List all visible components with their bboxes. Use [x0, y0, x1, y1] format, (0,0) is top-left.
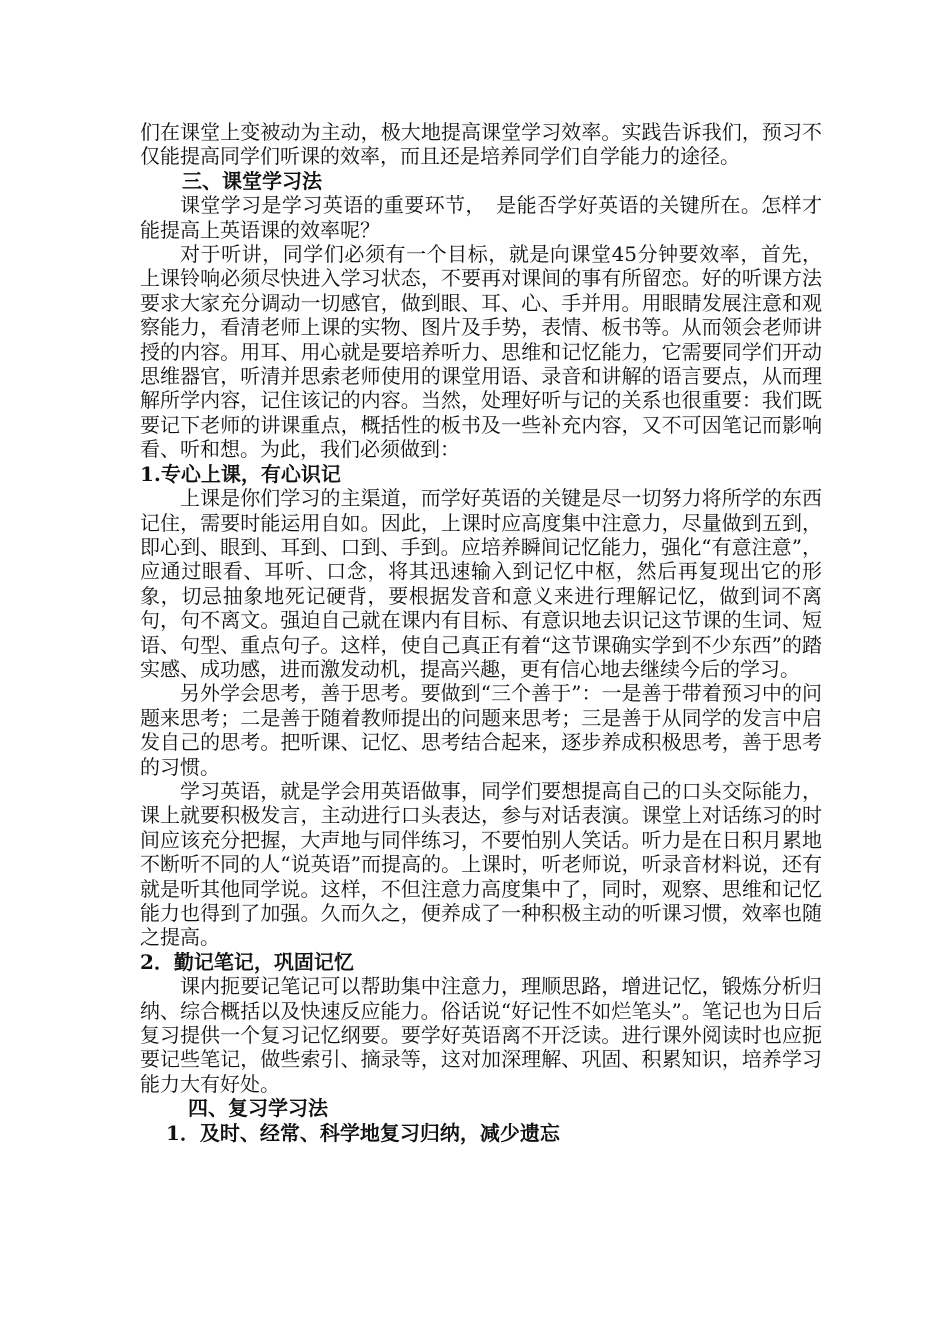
paragraph-focus-in-class: 上课是你们学习的主渠道，而学好英语的关键是尽一切努力将所学的东西记住，需要时能运用自如。因此，上课时应高度集中注意力，尽量做到五到，即心到、眼到、耳到、口到、手到。应培养瞬间记忆能力，强化“有意注意”，应通过眼看、耳听、口念，将其迅速输入到记忆中枢，然后再复现出它的形象，切忌抽象地死记硬背，要根据发音和意义来进行理解记忆，做到词不离句，句不离文。强迫自己就在课内有目标、有意识地去识记这节课的生词、短语、句型、重点句子。这样，使自己真正有着“这节课确实学到不少东西”的踏实感、成功感，进而激发动机，提高兴趣，更有信心地去继续今后的学习。: [140, 486, 822, 681]
subheading-focus-in-class: 1.专心上课，有心识记: [140, 461, 341, 486]
paragraph-preview-continuation: 们在课堂上变被动为主动，极大地提高课堂学习效率。实践告诉我们，预习不仅能提高同学们听课的效率，而且还是培养同学们自学能力的途径。: [140, 120, 822, 169]
document-page: [140, 120, 822, 1145]
subheading-timely-review: 1．及时、经常、科学地复习归纳，减少遗忘: [166, 1120, 560, 1145]
paragraph-thinking: 另外学会思考，善于思考。要做到“三个善于”：一是善于带着预习中的问题来思考；二是善于随着教师提出的问题来思考；三是善于从同学的发言中启发自己的思考。把听课、记忆、思考结合起来，逐步养成积极思考，善于思考的习惯。: [140, 681, 822, 779]
paragraph-listening: 对于听讲，同学们必须有一个目标，就是向课堂45分钟要效率，首先，上课铃响必须尽快进入学习状态，不要再对课间的事有所留恋。好的听课方法要求大家充分调动一切感官，做到眼、耳、心、手并用。用眼睛发展注意和观察能力，看清老师上课的实物、图片及手势，表情、板书等。从而领会老师讲授的内容。用耳、用心就是要培养听力、思维和记忆能力，它需要同学们开动思维器官，听清并思索老师使用的课堂用语、录音和讲解的语言要点，从而理解所学内容，记住该记的内容。当然，处理好听与记的关系也很重要：我们既要记下老师的讲课重点，概括性的板书及一些补充内容，又不可因笔记而影响看、听和想。为此，我们必须做到：: [140, 242, 822, 462]
section-heading-review: 四、复习学习法: [188, 1096, 328, 1121]
paragraph-classroom-intro: 课堂学习是学习英语的重要环节， 是能否学好英语的关键所在。怎样才能提高上英语课的效率呢？: [140, 193, 822, 242]
paragraph-speaking: 学习英语，就是学会用英语做事，同学们要想提高自己的口头交际能力，课上就要积极发言，主动进行口头表达，参与对话表演。课堂上对话练习的时间应该充分把握，大声地与同伴练习，不要怕别人笑话。听力是在日积月累地不断听不同的人“说英语”而提高的。上课时，听老师说，听录音材料说，还有就是听其他同学说。这样，不但注意力高度集中了，同时，观察、思维和记忆能力也得到了加强。久而久之，便养成了一种积极主动的听课习惯，效率也随之提高。: [140, 778, 822, 950]
subheading-take-notes: 2．勤记笔记，巩固记忆: [140, 949, 354, 974]
section-heading-classroom-learning: 三、课堂学习法: [182, 168, 322, 193]
paragraph-take-notes: 课内扼要记笔记可以帮助集中注意力，理顺思路，增进记忆，锻炼分析归纳、综合概括以及快速反应能力。俗话说“好记性不如烂笔头”。笔记也为日后复习提供一个复习记忆纲要。要学好英语离不开泛读。进行课外阅读时也应扼要记些笔记，做些索引、摘录等，这对加深理解、巩固、积累知识，培养学习能力大有好处。: [140, 974, 822, 1096]
